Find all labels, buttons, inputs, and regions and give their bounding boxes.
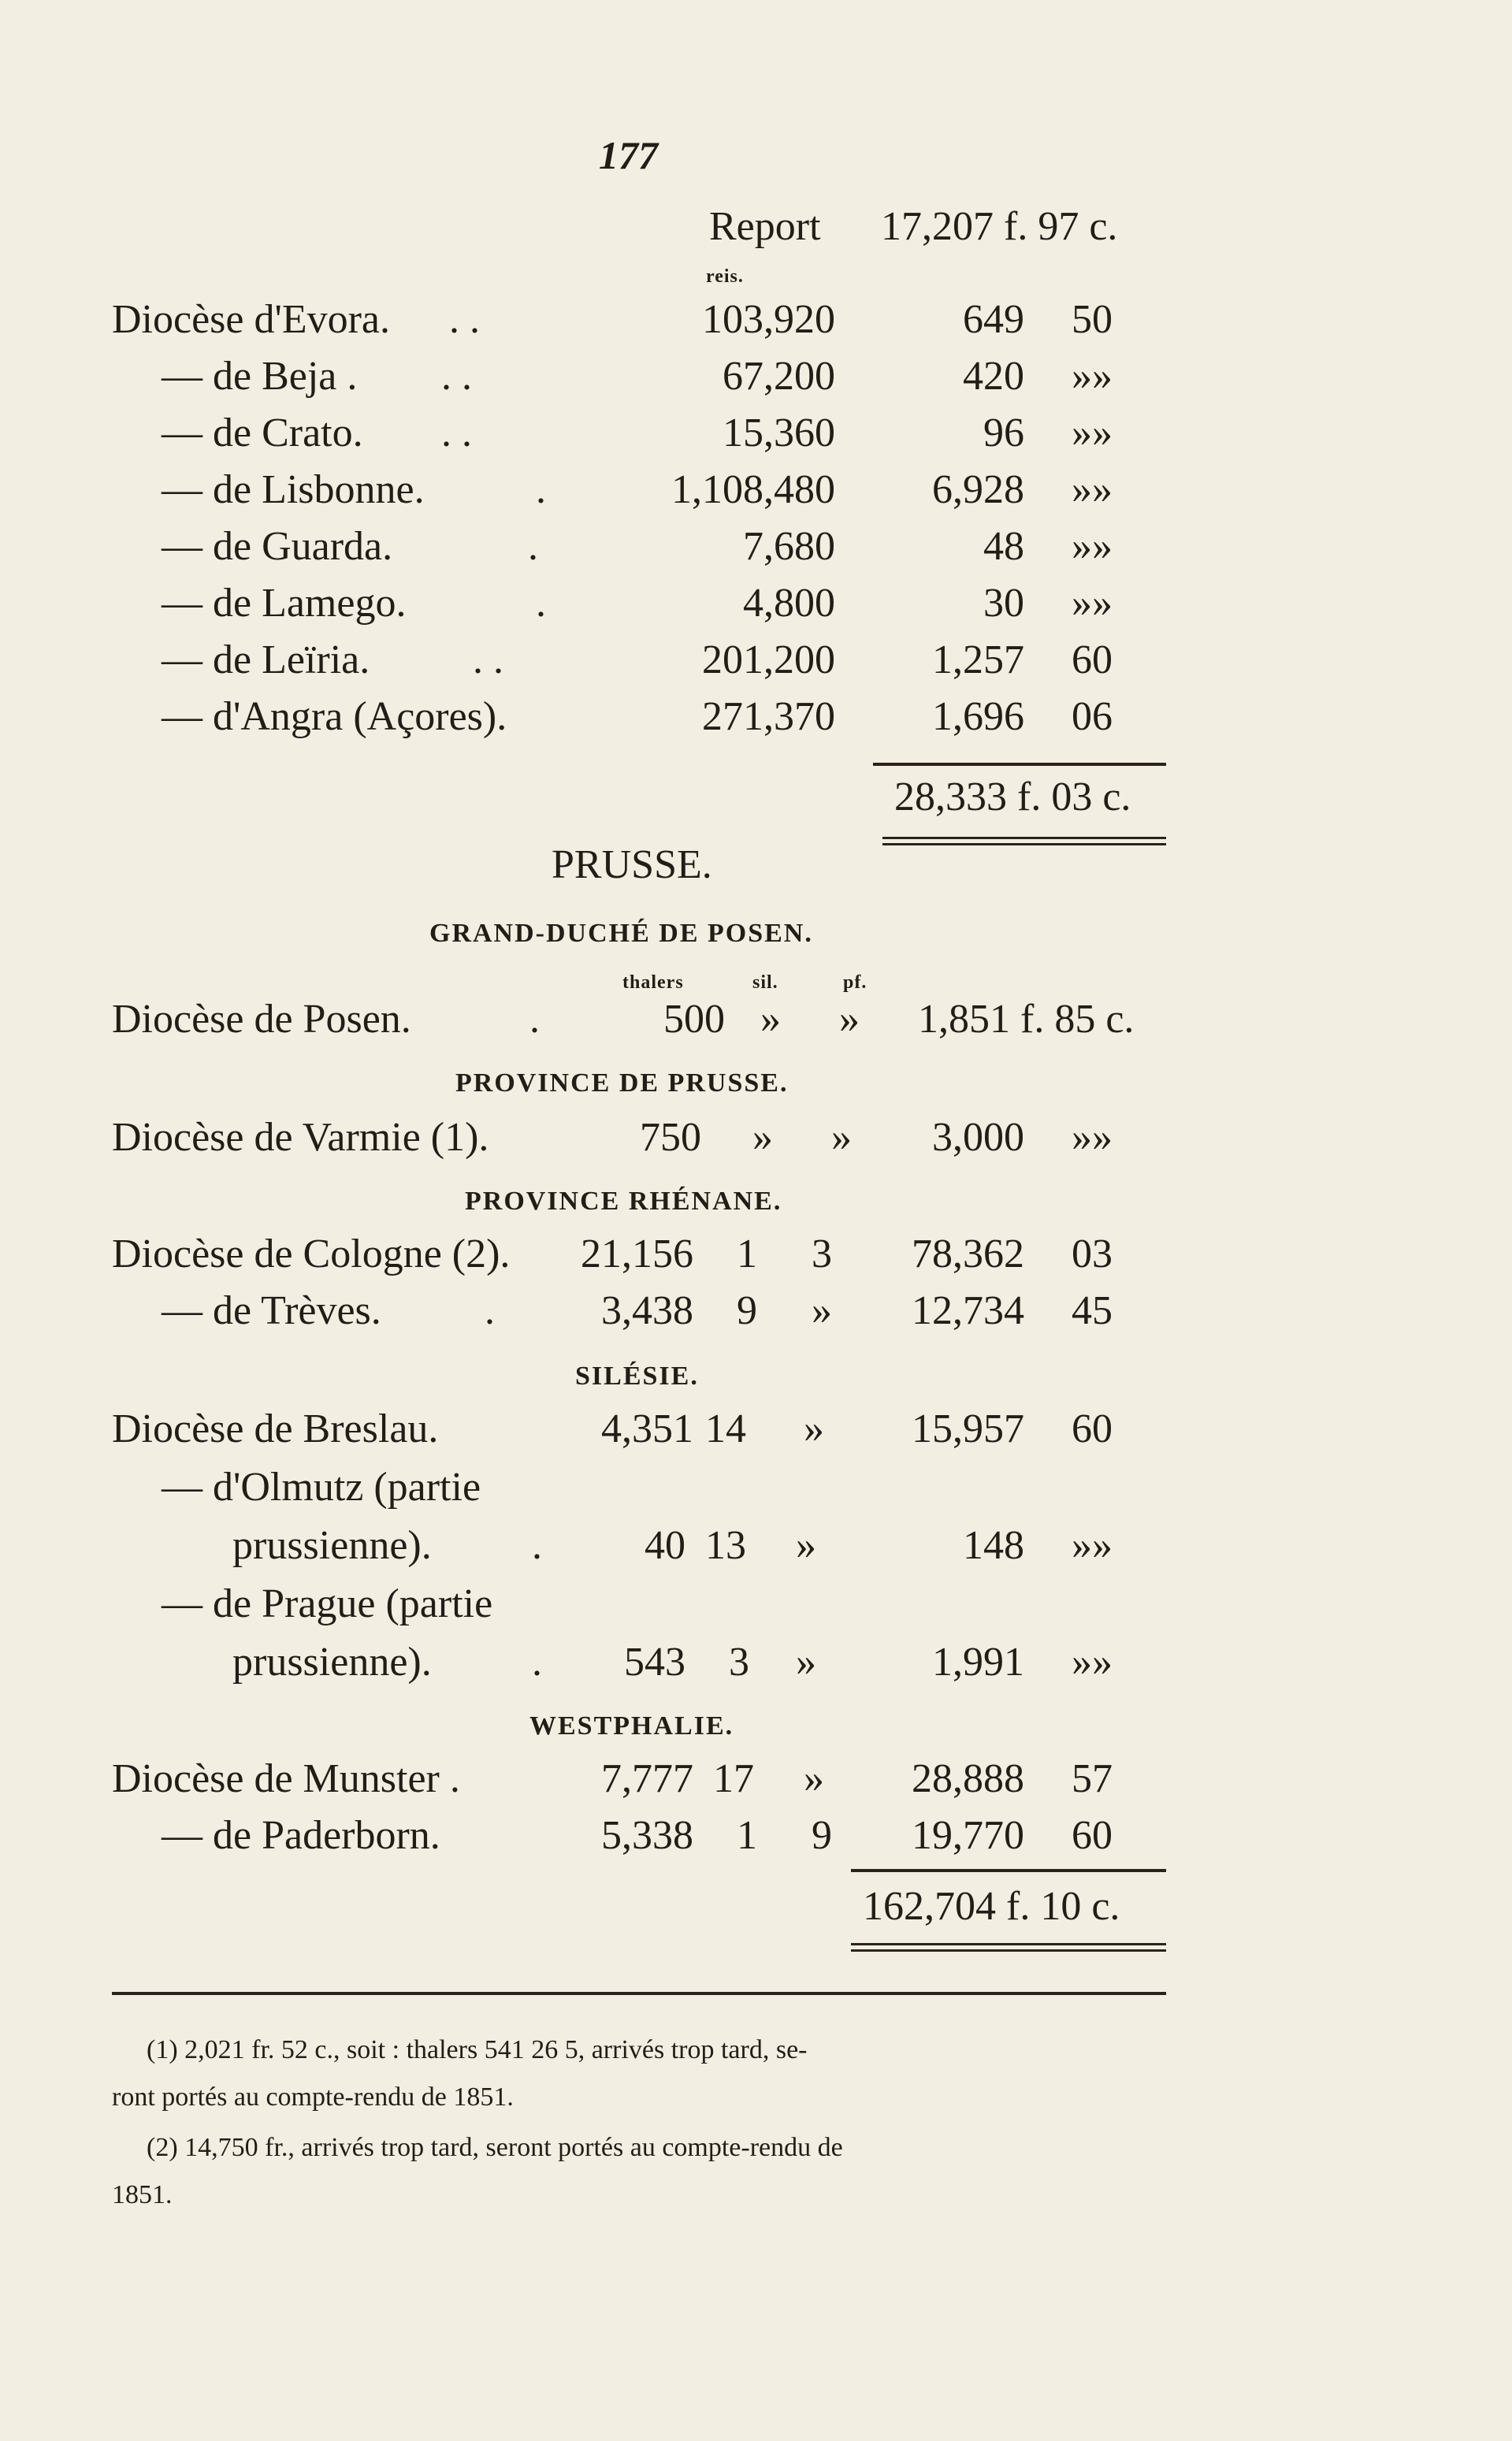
row-angra-cents: 06 xyxy=(1072,694,1113,739)
row-lamego-francs: 30 xyxy=(983,581,1024,626)
row-treves-cents: 45 xyxy=(1072,1288,1113,1333)
row-guarda-cents: »» xyxy=(1072,524,1113,569)
row-cologne-cents: 03 xyxy=(1072,1232,1113,1276)
row-breslau-name: Diocèse de Breslau. xyxy=(112,1406,439,1451)
row-munster-francs: 28,888 xyxy=(912,1756,1024,1801)
row-angra-name: — d'Angra (Açores). xyxy=(162,694,507,739)
row-varmie-sil: » xyxy=(752,1115,773,1160)
posen-heading: GRAND-DUCHÉ DE POSEN. xyxy=(429,919,813,948)
row-olmutz-name-line1: — d'Olmutz (partie xyxy=(162,1465,481,1510)
row-evora-dots: . . xyxy=(449,297,480,342)
row-posen-dots: . xyxy=(529,997,540,1042)
row-beja-name: — de Beja . xyxy=(162,354,358,399)
row-crato-name: — de Crato. xyxy=(162,411,363,455)
row-crato-francs: 96 xyxy=(983,411,1024,455)
row-lisbonne-name: — de Lisbonne. xyxy=(162,467,425,512)
row-lamego-reis: 4,800 xyxy=(743,581,835,626)
row-cologne-pf: 3 xyxy=(812,1232,832,1276)
row-beja-francs: 420 xyxy=(963,354,1024,399)
unit-pf: pf. xyxy=(843,972,867,993)
footnote-2-line2: 1851. xyxy=(112,2180,173,2209)
row-paderborn-name: — de Paderborn. xyxy=(162,1813,440,1858)
prusse-province-heading: PROVINCE DE PRUSSE. xyxy=(455,1068,789,1098)
row-leiria-cents: 60 xyxy=(1072,637,1113,682)
row-prague-cents: »» xyxy=(1072,1640,1113,1685)
grand-subtotal-rule xyxy=(851,1869,1166,1872)
row-olmutz-thalers: 40 xyxy=(645,1523,685,1568)
row-breslau-sil: 14 xyxy=(705,1406,746,1451)
row-posen-name: Diocèse de Posen. xyxy=(112,997,411,1042)
row-breslau-cents: 60 xyxy=(1072,1406,1113,1451)
row-guarda-francs: 48 xyxy=(983,524,1024,569)
row-beja-dots: . . xyxy=(441,354,472,399)
footnote-separator xyxy=(112,1992,1166,1995)
row-treves-sil: 9 xyxy=(737,1288,757,1333)
row-angra-reis: 271,370 xyxy=(702,694,835,739)
row-crato-reis: 15,360 xyxy=(723,411,835,455)
unit-reis: reis. xyxy=(706,266,744,287)
row-breslau-pf: » xyxy=(804,1406,824,1451)
prusse-title: PRUSSE. xyxy=(552,842,712,887)
row-treves-francs: 12,734 xyxy=(912,1288,1024,1333)
row-prague-name-line2: prussienne). xyxy=(232,1640,432,1685)
row-treves-name: — de Trèves. xyxy=(162,1288,381,1333)
row-varmie-thalers: 750 xyxy=(640,1115,701,1160)
row-lamego-cents: »» xyxy=(1072,581,1113,626)
portugal-total: 28,333 f. 03 c. xyxy=(894,775,1131,819)
row-treves-thalers: 3,438 xyxy=(601,1288,693,1333)
unit-thalers: thalers xyxy=(622,972,684,993)
row-paderborn-cents: 60 xyxy=(1072,1813,1113,1858)
row-lisbonne-francs: 6,928 xyxy=(932,467,1024,512)
rhenane-heading: PROVINCE RHÉNANE. xyxy=(465,1187,782,1216)
row-lisbonne-reis: 1,108,480 xyxy=(671,467,835,512)
footnote-1-line2: ront portés au compte-rendu de 1851. xyxy=(112,2082,514,2112)
row-prague-francs: 1,991 xyxy=(932,1640,1024,1685)
row-cologne-sil: 1 xyxy=(737,1232,757,1276)
row-treves-pf: » xyxy=(812,1288,832,1333)
row-cologne-thalers: 21,156 xyxy=(581,1232,693,1276)
page-number: 177 xyxy=(599,133,658,177)
row-prague-thalers: 543 xyxy=(624,1640,685,1685)
row-munster-name: Diocèse de Munster . xyxy=(112,1756,460,1801)
row-munster-sil: 17 xyxy=(713,1756,754,1801)
row-evora-reis: 103,920 xyxy=(702,297,835,342)
row-lamego-name: — de Lamego. xyxy=(162,581,407,626)
row-beja-reis: 67,200 xyxy=(723,354,835,399)
row-munster-cents: 57 xyxy=(1072,1756,1113,1801)
row-cologne-francs: 78,362 xyxy=(912,1232,1024,1276)
row-prague-name-line1: — de Prague (partie xyxy=(162,1581,493,1626)
row-crato-cents: »» xyxy=(1072,411,1113,455)
row-posen-sil: » xyxy=(760,997,781,1042)
row-paderborn-francs: 19,770 xyxy=(912,1813,1024,1858)
row-beja-cents: »» xyxy=(1072,354,1113,399)
row-paderborn-pf: 9 xyxy=(812,1813,832,1858)
row-leiria-francs: 1,257 xyxy=(932,637,1024,682)
row-evora-name: Diocèse d'Evora. xyxy=(112,297,391,342)
grand-double-rule-bottom xyxy=(851,1949,1166,1952)
footnote-1-line1: (1) 2,021 fr. 52 c., soit : thalers 541 26 5, arrivés trop tard, se- xyxy=(147,2035,808,2064)
row-guarda-dots: . xyxy=(528,524,538,569)
row-treves-dots: . xyxy=(485,1288,495,1333)
row-olmutz-francs: 148 xyxy=(963,1523,1024,1568)
westphalie-heading: WESTPHALIE. xyxy=(529,1711,734,1741)
row-varmie-name: Diocèse de Varmie (1). xyxy=(112,1115,489,1160)
row-olmutz-sil: 13 xyxy=(705,1523,746,1568)
report-label: Report xyxy=(709,204,821,249)
grand-double-rule-top xyxy=(851,1943,1166,1945)
row-crato-dots: . . xyxy=(441,411,472,455)
row-varmie-pf: » xyxy=(831,1115,852,1160)
report-amount: 17,207 f. 97 c. xyxy=(881,204,1118,249)
row-lamego-dots: . xyxy=(536,581,546,626)
row-evora-cents: 50 xyxy=(1072,297,1113,342)
total-double-rule-bottom xyxy=(882,843,1166,845)
unit-sil: sil. xyxy=(752,972,778,993)
subtotal-rule xyxy=(873,763,1166,766)
grand-total: 162,704 f. 10 c. xyxy=(863,1884,1120,1929)
row-guarda-reis: 7,680 xyxy=(743,524,835,569)
row-cologne-name: Diocèse de Cologne (2). xyxy=(112,1232,511,1276)
row-evora-francs: 649 xyxy=(963,297,1024,342)
row-lisbonne-cents: »» xyxy=(1072,467,1113,512)
row-posen-pf: » xyxy=(839,997,860,1042)
row-leiria-reis: 201,200 xyxy=(702,637,835,682)
row-breslau-francs: 15,957 xyxy=(912,1406,1024,1451)
row-olmutz-cents: »» xyxy=(1072,1523,1113,1568)
row-guarda-name: — de Guarda. xyxy=(162,524,393,569)
row-munster-pf: » xyxy=(804,1756,824,1801)
row-olmutz-dots: . xyxy=(532,1523,542,1568)
row-prague-pf: » xyxy=(796,1640,816,1685)
row-posen-amount: 1,851 f. 85 c. xyxy=(918,997,1135,1042)
row-prague-sil: 3 xyxy=(729,1640,749,1685)
row-prague-dots: . xyxy=(532,1640,542,1685)
total-double-rule-top xyxy=(882,837,1166,839)
row-angra-francs: 1,696 xyxy=(932,694,1024,739)
row-olmutz-pf: » xyxy=(796,1523,816,1568)
row-munster-thalers: 7,777 xyxy=(601,1756,693,1801)
row-olmutz-name-line2: prussienne). xyxy=(232,1523,432,1568)
row-breslau-thalers: 4,351 xyxy=(601,1406,693,1451)
row-posen-thalers: 500 xyxy=(663,997,725,1042)
row-paderborn-sil: 1 xyxy=(737,1813,757,1858)
row-varmie-cents: »» xyxy=(1072,1115,1113,1160)
footnote-2-line1: (2) 14,750 fr., arrivés trop tard, seront portés au compte-rendu de xyxy=(147,2133,843,2162)
row-varmie-francs: 3,000 xyxy=(932,1115,1024,1160)
row-paderborn-thalers: 5,338 xyxy=(601,1813,693,1858)
row-lisbonne-dots: . xyxy=(536,467,546,512)
silesie-heading: SILÉSIE. xyxy=(575,1362,699,1391)
row-leiria-dots: . . xyxy=(473,637,503,682)
row-leiria-name: — de Leïria. xyxy=(162,637,370,682)
